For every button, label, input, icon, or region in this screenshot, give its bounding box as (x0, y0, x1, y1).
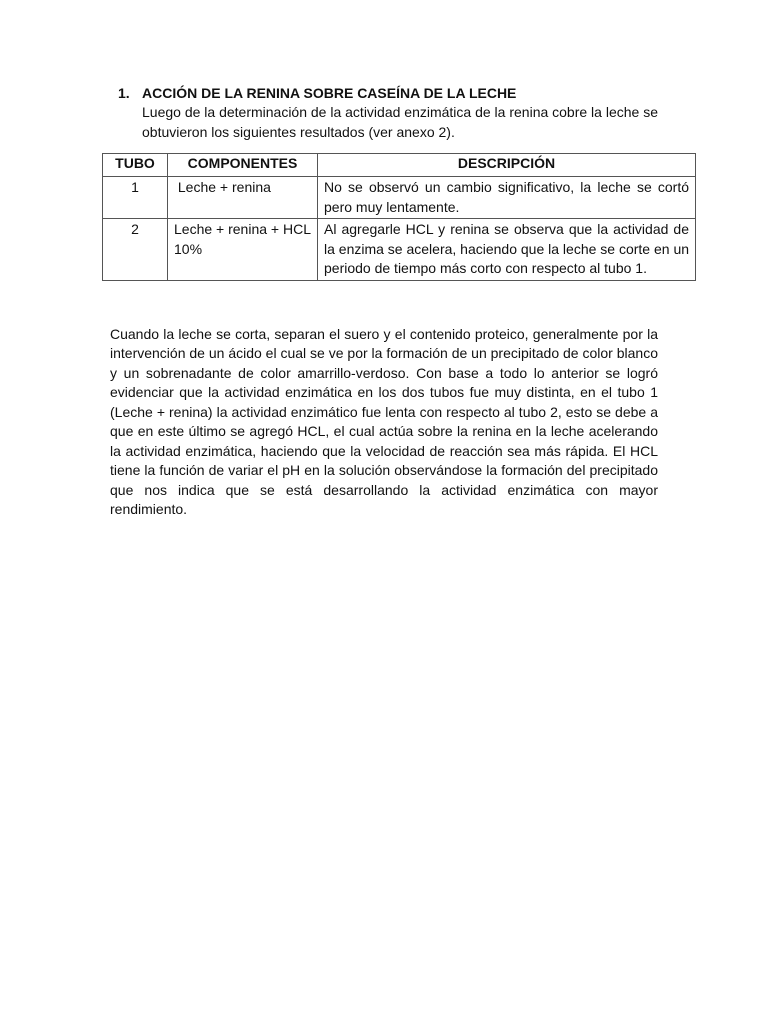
cell-descripcion: No se observó un cambio significativo, la leche se cortó pero muy lentamente. (318, 177, 696, 219)
cell-descripcion: Al agregarle HCL y renina se observa que la actividad de la enzima se acelera, haciendo que la leche se corte en un periodo de tiempo más corto con respecto al tubo 1. (318, 219, 696, 281)
header-descripcion: DESCRIPCIÓN (318, 154, 696, 177)
cell-componentes: Leche + renina (168, 177, 318, 219)
section-title: ACCIÓN DE LA RENINA SOBRE CASEÍNA DE LA LECHE (142, 85, 517, 101)
cell-tubo: 2 (103, 219, 168, 281)
section-heading (118, 84, 516, 102)
header-tubo: TUBO (103, 154, 168, 177)
section-intro: Luego de la determinación de la actividad enzimática de la renina cobre la leche se obtuvieron los siguientes resultados (ver anexo 2). (142, 104, 658, 140)
cell-tubo: 1 (103, 177, 168, 219)
results-table (102, 153, 696, 281)
table-row (103, 219, 696, 281)
header-componentes: COMPONENTES (168, 154, 318, 177)
section-number: 1. (118, 85, 130, 101)
discussion-paragraph: Cuando la leche se corta, separan el suero y el contenido proteico, generalmente por la intervención de un ácido el cual se ve por la formación de un precipitado de color blanco y un sobrenadante de color amarrillo-verdoso. Con base a todo lo anterior se logró evidenciar que la actividad enzimática en los dos tubos fue muy distinta, en el tubo 1 (Leche + renina) la actividad enzimático fue lenta con respecto al tubo 2, esto se debe a que en este último se agregó HCL, el cual actúa sobre la renina en la leche acelerando la actividad enzimática, haciendo que la velocidad de reacción sea más rápida. El HCL tiene la función de variar el pH en la solución observándose la formación del precipitado que nos indica que se está desarrollando la actividad enzimática con mayor rendimiento. (110, 326, 658, 518)
table-header-row (103, 154, 696, 177)
cell-componentes: Leche + renina + HCL 10% (168, 219, 318, 281)
table-row (103, 177, 696, 219)
